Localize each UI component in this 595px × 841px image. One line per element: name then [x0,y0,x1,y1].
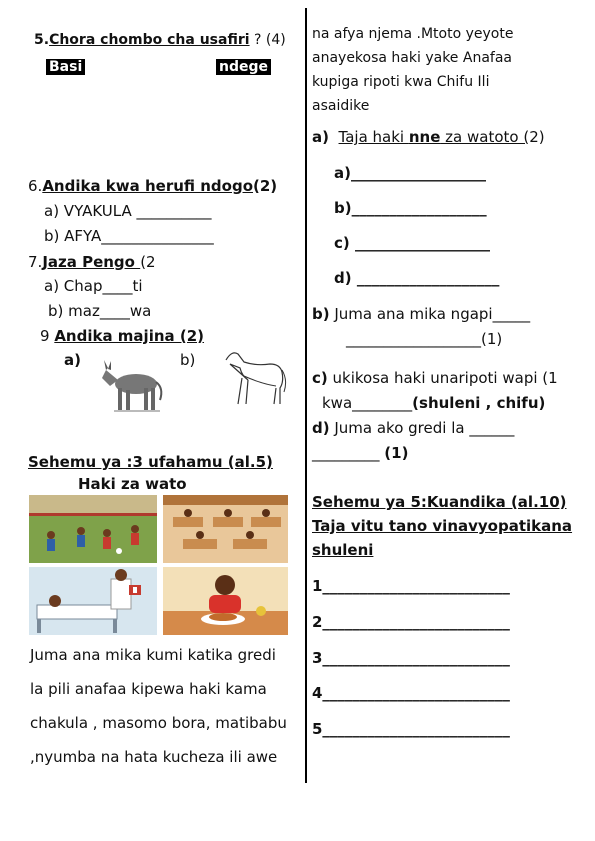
question-9: 9 Andika majina (2) [40,327,205,345]
hospital-image [29,567,157,635]
question-d: d) Juma ako gredi la ______ [312,419,515,437]
q6-item-a: a) VYAKULA __________ [44,202,212,220]
classroom-image [163,495,288,563]
question-d-line2: _________ (1) [312,444,409,462]
children-playing-image [29,495,157,563]
passage-line-3: chakula , masomo bora, matibabu [30,714,287,732]
section-5-instruction-cont: shuleni [312,541,374,559]
question-c-line2: kwa________(shuleni , chifu) [322,394,546,412]
answer-line-a: a)__________________ [334,164,486,182]
column-divider [305,8,307,783]
passage-cont-4: asaidike [312,98,370,114]
q9-label-b: b) [180,351,196,369]
list-line-2: 2_________________________ [312,613,510,631]
q6-item-b: b) AFYA_______________ [44,227,214,245]
section-5-title: Sehemu ya 5:Kuandika (al.10) [312,493,567,511]
answer-line-b: b)__________________ [334,199,487,217]
question-b-line2: __________________(1) [346,330,503,348]
list-line-1: 1_________________________ [312,577,510,595]
passage-cont-1: na afya njema .Mtoto yeyote [312,26,514,42]
question-a: a) Taja haki nne za watoto (2) [312,128,545,146]
section-3-subtitle: Haki za wato [78,475,187,493]
list-line-3: 3_________________________ [312,649,510,667]
passage-line-1: Juma ana mika kumi katika gredi [30,646,276,664]
question-6: 6.Andika kwa herufi ndogo(2) [28,177,278,195]
question-b: b) Juma ana mika ngapi_____ [312,305,531,323]
question-5: 5.Chora chombo cha usafiri ? (4) [34,32,286,48]
q9-label-a: a) [64,351,81,369]
q7-item-b: b) maz____wa [48,302,152,320]
option-ndege: ndege [216,59,271,75]
eating-image [163,567,288,635]
list-line-5: 5_________________________ [312,720,510,738]
answer-line-c: c) __________________ [334,234,490,252]
question-c: c) ukikosa haki unaripoti wapi (1 [312,369,558,387]
answer-line-d: d) ___________________ [334,269,500,287]
passage-cont-2: anayekosa haki yake Anafaa [312,50,512,66]
list-line-4: 4_________________________ [312,684,510,702]
horse-image [222,346,288,408]
option-basi: Basi [46,59,85,75]
passage-line-4: ,nyumba na hata kucheza ili awe [30,748,278,766]
section-3-title: Sehemu ya :3 ufahamu (al.5) [28,453,273,471]
q7-item-a: a) Chap____ti [44,277,143,295]
donkey-image [96,358,168,416]
question-7: 7.Jaza Pengo (2 [28,253,156,271]
section-5-instruction: Taja vitu tano vinavyopatikana [312,517,573,535]
passage-cont-3: kupiga ripoti kwa Chifu Ili [312,74,490,90]
passage-line-2: la pili anafaa kipewa haki kama [30,680,267,698]
